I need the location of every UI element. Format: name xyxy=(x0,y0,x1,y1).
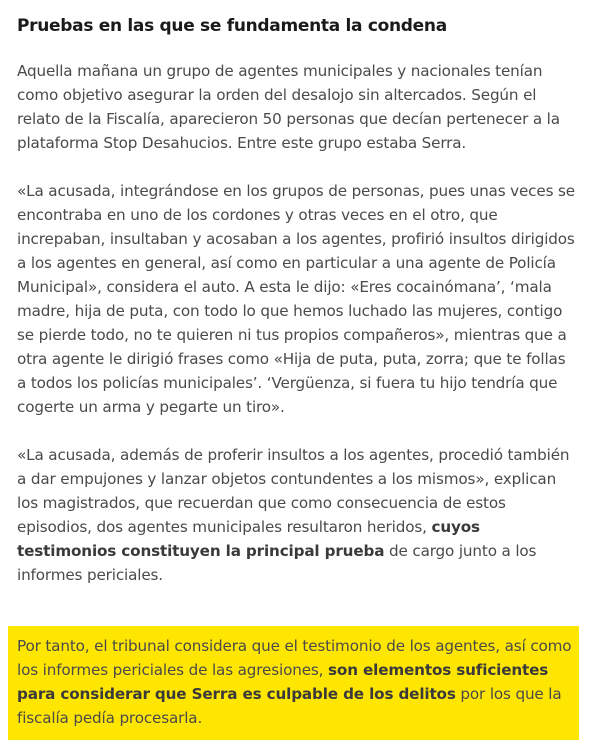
paragraph-text: Por tanto, el tribunal considera que el testimonio de los agentes, así como los informes periciales de las agresiones, xyxy=(17,637,572,679)
paragraph-conclusion xyxy=(17,634,573,730)
section-title: Pruebas en las que se fundamenta la condena xyxy=(17,16,447,36)
article-body xyxy=(17,14,577,611)
paragraph-quote-aggressions xyxy=(17,443,577,587)
paragraph-quote-insults: «La acusada, integrándose en los grupos de personas, pues unas veces se encontraba en uno de los cordones y otras veces en el otro, que increpaban, insultaban y acosaban a los agentes, profirió insultos dirigidos a los agentes en general, así como en particular a una agente de Policía Municipal», considera el auto. A esta le dijo: «Eres cocainómana’, ‘mala madre, hija de puta, con todo lo que hemos luchado las mujeres, contigo se pierde todo, no te quieren ni tus propios compañeros», mientras que a otra agente le dirigió frases como «Hija de puta, puta, zorra; que te follas a todos los policías municipales’. ‘Vergüenza, si fuera tu hijo tendría que cogerte un arma y pegarte un tiro». xyxy=(17,182,575,416)
bold-emphasis: cuyos testimonios constituyen la principal prueba xyxy=(17,518,480,560)
paragraph-text: de cargo junto a los informes periciales. xyxy=(17,542,537,584)
paragraph-text: «La acusada, además de proferir insultos a los agentes, procedió también a dar empujones y lanzar objetos contundentes a los mismos», explican los magistrados, que recuerdan que como consecuencia de estos episodios, dos agentes municipales resultaron heridos, xyxy=(17,446,570,536)
paragraph-desalojo: Aquella mañana un grupo de agentes municipales y nacionales tenían como objetivo asegurar la orden del desalojo sin altercados. Según el relato de la Fiscalía, aparecieron 50 personas que decían pertenecer a la plataforma Stop Desahucios. Entre este grupo estaba Serra. xyxy=(17,62,560,152)
paragraph-text: por los que la fiscalía pedía procesarla. xyxy=(17,685,562,727)
bold-emphasis: son elementos suficientes para considerar que Serra es culpable de los delitos xyxy=(17,661,549,703)
highlighted-conclusion-box xyxy=(8,626,579,740)
